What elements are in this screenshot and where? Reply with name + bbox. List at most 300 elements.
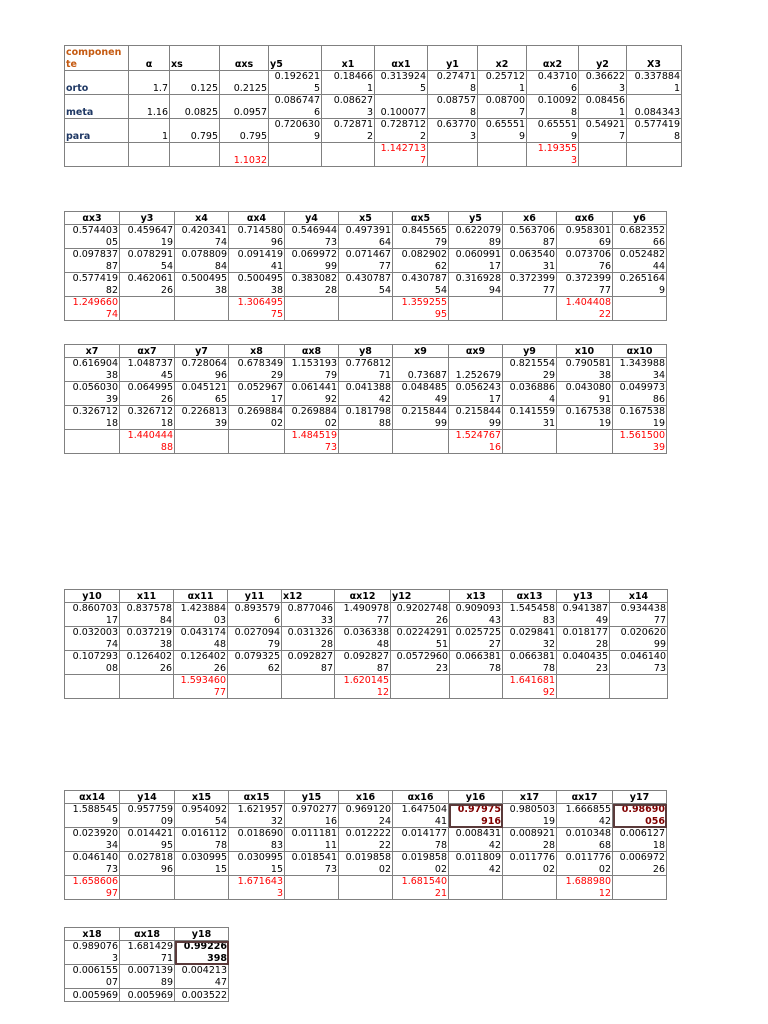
table-cell: 0.430787 54 <box>339 273 393 297</box>
table-cell: 0.265164 9 <box>613 273 667 297</box>
table-row-totals <box>65 430 667 454</box>
header-cell: αx6 <box>557 212 613 225</box>
table-row <box>65 382 667 406</box>
header-cell: y13 <box>557 590 610 603</box>
table-cell: 0.08757 8 <box>428 95 478 119</box>
table-cell: 0.181798 88 <box>339 406 393 430</box>
table-cell: 0.078809 84 <box>175 249 229 273</box>
table-cell: 0.037219 38 <box>120 627 174 651</box>
header-cell: αx15 <box>229 791 285 804</box>
table-cell: 1.681429 71 <box>120 941 175 965</box>
table-cell: 0.097837 87 <box>65 249 120 273</box>
table-cell: 0.909093 43 <box>450 603 503 627</box>
table-cell <box>557 430 613 454</box>
table-row <box>65 828 667 852</box>
table-cell: 0.107293 08 <box>65 651 120 675</box>
table-cell: 0.126402 26 <box>120 651 174 675</box>
header-cell: x13 <box>450 590 503 603</box>
table-cell: 0.65551 9 <box>527 119 579 143</box>
table-cell: 0.682352 66 <box>613 225 667 249</box>
table-cell: 0.167538 19 <box>613 406 667 430</box>
header-cell: x8 <box>229 345 285 358</box>
table-cell: 1.7 <box>129 71 170 95</box>
table-cell: 0.078291 54 <box>120 249 175 273</box>
table-cell <box>175 876 229 900</box>
table-cell: 0.372399 77 <box>503 273 557 297</box>
table-cell: 0.011181 11 <box>285 828 339 852</box>
table-cell <box>175 430 229 454</box>
header-cell: x9 <box>393 345 449 358</box>
header-cell: αx8 <box>285 345 339 358</box>
table-cell: 0.08700 7 <box>478 95 527 119</box>
table-cell: 0.014177 78 <box>393 828 449 852</box>
table-cell <box>339 876 393 900</box>
table-cell: 0.728064 96 <box>175 358 229 382</box>
table-cell: 0.008921 28 <box>503 828 557 852</box>
header-cell: y6 <box>613 212 667 225</box>
header-cell: y5 <box>449 212 503 225</box>
total-cell: 1.641681 92 <box>503 675 557 699</box>
table-cell: 0.980503 19 <box>503 804 557 828</box>
header-cell: αx13 <box>503 590 557 603</box>
table-cell: 0.954092 54 <box>175 804 229 828</box>
table-cell: 0.36622 3 <box>579 71 627 95</box>
table-cell: 0.313924 5 <box>375 71 428 95</box>
table-cell: 0.08456 1 <box>579 95 627 119</box>
table-cell: 0.032003 74 <box>65 627 120 651</box>
table-cell: 0.845565 79 <box>393 225 449 249</box>
table-cell: 1.545458 83 <box>503 603 557 627</box>
table-cell: 0.860703 17 <box>65 603 120 627</box>
total-cell: 1.19355 3 <box>527 143 579 167</box>
table-cell <box>322 143 375 167</box>
table-cell: 0.941387 49 <box>557 603 610 627</box>
header-cell: y4 <box>285 212 339 225</box>
table-cell: 0.497391 64 <box>339 225 393 249</box>
table-cell: 0.0825 <box>170 95 220 119</box>
table-header-row <box>65 345 667 358</box>
table-row-totals <box>65 143 682 167</box>
header-cell: αx1 <box>375 46 428 71</box>
header-cell: αx17 <box>557 791 613 804</box>
table-row <box>65 358 667 382</box>
header-cell: αx5 <box>393 212 449 225</box>
table-cell <box>478 143 527 167</box>
table-row <box>65 965 229 989</box>
header-cell: y15 <box>285 791 339 804</box>
table-cell: 0.006155 07 <box>65 965 120 989</box>
table-cell: 0.430787 54 <box>393 273 449 297</box>
total-cell: 1.142713 7 <box>375 143 428 167</box>
table-cell: 1.588545 9 <box>65 804 120 828</box>
table-cell: 0.011809 42 <box>449 852 503 876</box>
table-row <box>65 852 667 876</box>
header-cell: x6 <box>503 212 557 225</box>
total-cell: 1.484519 73 <box>285 430 339 454</box>
table-cell: 0.100077 <box>375 95 428 119</box>
table-cell <box>393 430 449 454</box>
table-cell <box>120 297 175 321</box>
table-cell: 0.837578 84 <box>120 603 174 627</box>
header-cell: αx14 <box>65 791 120 804</box>
total-cell: 1.524767 16 <box>449 430 503 454</box>
table-cell: 0.546944 73 <box>285 225 339 249</box>
table-cell: 0.052482 44 <box>613 249 667 273</box>
table-cell: 0.086747 6 <box>269 95 322 119</box>
table-cell <box>613 297 667 321</box>
table-cell: 0.776812 71 <box>339 358 393 382</box>
table-cell: 0.005969 <box>120 989 175 1002</box>
table-cell <box>557 675 610 699</box>
table-cell: 0.056243 17 <box>449 382 503 406</box>
table-row-totals <box>65 675 668 699</box>
table-iteration-3 <box>64 344 667 454</box>
table-cell: 0.069972 99 <box>285 249 339 273</box>
table-cell <box>120 675 174 699</box>
table-iteration-6 <box>64 927 229 1002</box>
table-cell <box>450 675 503 699</box>
table-cell: 0.071467 77 <box>339 249 393 273</box>
table-cell: 0.577419 8 <box>627 119 682 143</box>
table-cell: 0.383082 28 <box>285 273 339 297</box>
table-cell <box>175 297 229 321</box>
header-cell: αxs <box>220 46 269 71</box>
table-cell: 0.010348 68 <box>557 828 613 852</box>
total-cell: 1.404408 22 <box>557 297 613 321</box>
table-cell: 0.10092 8 <box>527 95 579 119</box>
highlighted-cell: 0.99226 398 <box>175 941 229 965</box>
table-row <box>65 249 667 273</box>
table-cell: 0.957759 09 <box>120 804 175 828</box>
table-cell: 0.040435 23 <box>557 651 610 675</box>
table-row <box>65 603 668 627</box>
table-cell: 0.934438 77 <box>610 603 668 627</box>
header-cell: x11 <box>120 590 174 603</box>
table-cell: 0.066381 78 <box>450 651 503 675</box>
table-cell <box>65 143 129 167</box>
header-cell: y16 <box>449 791 503 804</box>
table-cell: 0.877046 33 <box>282 603 335 627</box>
table-cell: 0.622079 89 <box>449 225 503 249</box>
table-cell: 0.577419 82 <box>65 273 120 297</box>
table-cell: 0.025725 27 <box>450 627 503 651</box>
table-cell <box>285 297 339 321</box>
table-cell: 0.031326 28 <box>282 627 335 651</box>
header-cell: y18 <box>175 928 229 941</box>
table-cell <box>579 143 627 167</box>
table-cell <box>627 143 682 167</box>
row-label: para <box>65 119 129 143</box>
table-header-row <box>65 590 668 603</box>
header-cell: αx4 <box>229 212 285 225</box>
table-row <box>65 651 668 675</box>
table-cell: 0.061441 92 <box>285 382 339 406</box>
table-row <box>65 989 229 1002</box>
table-cell: 0.372399 77 <box>557 273 613 297</box>
table-cell: 0.046140 73 <box>610 651 668 675</box>
table-cell: 0.011776 02 <box>503 852 557 876</box>
table-row <box>65 273 667 297</box>
table-cell: 0.215844 99 <box>449 406 503 430</box>
table-cell: 0.316928 94 <box>449 273 503 297</box>
header-cell: αx7 <box>120 345 175 358</box>
highlighted-cell: 0.98690 056 <box>613 804 667 828</box>
table-cell: 0.043080 91 <box>557 382 613 406</box>
total-cell: 1.671643 3 <box>229 876 285 900</box>
table-cell: 1.343988 34 <box>613 358 667 382</box>
header-cell: y5 <box>269 46 322 71</box>
header-cell: X3 <box>627 46 682 71</box>
table-cell: 1.490978 77 <box>335 603 391 627</box>
table-cell: 1.252679 <box>449 358 503 382</box>
table-cell: 0.65551 9 <box>478 119 527 143</box>
table-cell: 0.459647 19 <box>120 225 175 249</box>
table-cell: 0.63770 3 <box>428 119 478 143</box>
table-cell: 0.019858 02 <box>339 852 393 876</box>
table-cell: 0.678349 29 <box>229 358 285 382</box>
table-cell: 0.027094 79 <box>228 627 282 651</box>
table-cell <box>503 430 557 454</box>
table-cell: 0.056030 39 <box>65 382 120 406</box>
table-cell: 0.893579 6 <box>228 603 282 627</box>
header-cell: x15 <box>175 791 229 804</box>
table-cell: 0.326712 18 <box>65 406 120 430</box>
table-cell: 1.16 <box>129 95 170 119</box>
table-cell: 0.125 <box>170 71 220 95</box>
header-cell: y1 <box>428 46 478 71</box>
table-cell: 0.043174 48 <box>174 627 228 651</box>
header-cell: x1 <box>322 46 375 71</box>
table-cell: 0.25712 1 <box>478 71 527 95</box>
header-cell: αx11 <box>174 590 228 603</box>
table-cell: 0.091419 41 <box>229 249 285 273</box>
table-cell: 0.045121 65 <box>175 382 229 406</box>
header-cell: x18 <box>65 928 120 941</box>
total-cell: 1.440444 88 <box>120 430 175 454</box>
header-cell: αx3 <box>65 212 120 225</box>
header-cell: αx9 <box>449 345 503 358</box>
table-cell <box>428 143 478 167</box>
table-cell <box>65 675 120 699</box>
table-header-row <box>65 928 229 941</box>
table-cell: 0.036338 48 <box>335 627 391 651</box>
table-cell: 0.046140 73 <box>65 852 120 876</box>
table-cell: 0.006127 18 <box>613 828 667 852</box>
table-cell: 0.326712 18 <box>120 406 175 430</box>
table-cell: 0.72871 2 <box>322 119 375 143</box>
table-cell: 0.821554 29 <box>503 358 557 382</box>
header-cell: y17 <box>613 791 667 804</box>
table-cell: 0.18466 1 <box>322 71 375 95</box>
table-cell <box>65 430 120 454</box>
table-cell: 0.060991 17 <box>449 249 503 273</box>
header-cell: y8 <box>339 345 393 358</box>
table-cell: 0.9202748 26 <box>391 603 450 627</box>
header-cell: x17 <box>503 791 557 804</box>
header-cell: αx10 <box>613 345 667 358</box>
table-cell: 0.141559 31 <box>503 406 557 430</box>
table-cell <box>503 297 557 321</box>
header-cell: x2 <box>478 46 527 71</box>
total-cell: 1.681540 21 <box>393 876 449 900</box>
header-cell: y12 <box>391 590 450 603</box>
header-cell: α <box>129 46 170 71</box>
row-label: meta <box>65 95 129 119</box>
total-cell: 1.359255 95 <box>393 297 449 321</box>
table-cell: 0.029841 32 <box>503 627 557 651</box>
table-cell: 0.005969 <box>65 989 120 1002</box>
table-header-row <box>65 791 667 804</box>
table-cell: 0.795 <box>170 119 220 143</box>
table-cell: 0.728712 2 <box>375 119 428 143</box>
table-cell: 0.014421 95 <box>120 828 175 852</box>
table-cell: 0.969120 24 <box>339 804 393 828</box>
table-cell: 0.008431 42 <box>449 828 503 852</box>
header-cell: αx18 <box>120 928 175 941</box>
total-cell: 1.561500 39 <box>613 430 667 454</box>
table-cell: 0.019858 02 <box>393 852 449 876</box>
header-cell: y11 <box>228 590 282 603</box>
table-cell <box>391 675 450 699</box>
table-cell: 0.226813 39 <box>175 406 229 430</box>
table-cell: 0.420341 74 <box>175 225 229 249</box>
total-cell: 1.620145 12 <box>335 675 391 699</box>
table-header-row <box>65 46 682 71</box>
table-row-totals <box>65 876 667 900</box>
table-cell: 0.092827 87 <box>335 651 391 675</box>
header-cell: y9 <box>503 345 557 358</box>
table-cell: 0.030995 15 <box>229 852 285 876</box>
table-cell: 0.066381 78 <box>503 651 557 675</box>
header-cell: y14 <box>120 791 175 804</box>
table-row <box>65 627 668 651</box>
table-cell <box>285 876 339 900</box>
table-row <box>65 95 682 119</box>
total-cell: 1.306495 75 <box>229 297 285 321</box>
table-components <box>64 45 682 167</box>
table-cell: 0.048485 49 <box>393 382 449 406</box>
table-cell: 0.041388 42 <box>339 382 393 406</box>
table-cell: 0.790581 38 <box>557 358 613 382</box>
table-cell: 0.714580 96 <box>229 225 285 249</box>
table-cell <box>449 297 503 321</box>
table-cell: 0.063540 31 <box>503 249 557 273</box>
table-cell: 0.0957 <box>220 95 269 119</box>
table-cell: 0.54921 7 <box>579 119 627 143</box>
table-cell: 1.666855 42 <box>557 804 613 828</box>
header-cell: x10 <box>557 345 613 358</box>
table-cell: 0.0224291 51 <box>391 627 450 651</box>
table-cell: 0.167538 19 <box>557 406 613 430</box>
highlighted-cell: 0.97975 916 <box>449 804 503 828</box>
table-cell: 0.049973 86 <box>613 382 667 406</box>
table-cell <box>339 430 393 454</box>
table-cell <box>610 675 668 699</box>
table-cell: 0.720630 9 <box>269 119 322 143</box>
total-cell: 1.688980 12 <box>557 876 613 900</box>
table-cell: 1.647504 41 <box>393 804 449 828</box>
header-cell: y7 <box>175 345 229 358</box>
header-cell: x7 <box>65 345 120 358</box>
total-cell: 1.249660 74 <box>65 297 120 321</box>
header-cell: y3 <box>120 212 175 225</box>
table-cell: 1 <box>129 119 170 143</box>
table-cell: 0.795 <box>220 119 269 143</box>
table-cell <box>120 876 175 900</box>
table-iteration-5 <box>64 790 667 900</box>
table-cell: 0.018177 28 <box>557 627 610 651</box>
total-cell: 1.593460 77 <box>174 675 228 699</box>
table-cell: 0.08627 3 <box>322 95 375 119</box>
table-cell: 0.073706 76 <box>557 249 613 273</box>
row-label: orto <box>65 71 129 95</box>
table-cell: 0.500495 38 <box>175 273 229 297</box>
table-cell: 0.73687 <box>393 358 449 382</box>
table-cell: 0.989076 3 <box>65 941 120 965</box>
table-cell: 0.027818 96 <box>120 852 175 876</box>
total-cell: 1.658606 97 <box>65 876 120 900</box>
table-cell <box>229 430 285 454</box>
table-cell: 0.003522 <box>175 989 229 1002</box>
header-cell: y2 <box>579 46 627 71</box>
header-cell: αx12 <box>335 590 391 603</box>
table-cell: 0.500495 38 <box>229 273 285 297</box>
header-cell: x5 <box>339 212 393 225</box>
table-cell: 0.2125 <box>220 71 269 95</box>
table-cell: 0.018690 83 <box>229 828 285 852</box>
table-cell: 0.27471 8 <box>428 71 478 95</box>
table-cell: 0.064995 26 <box>120 382 175 406</box>
table-row <box>65 119 682 143</box>
table-cell: 0.0572960 23 <box>391 651 450 675</box>
table-header-row <box>65 212 667 225</box>
table-cell: 0.079325 62 <box>228 651 282 675</box>
table-cell: 0.020620 99 <box>610 627 668 651</box>
table-cell: 0.215844 99 <box>393 406 449 430</box>
table-cell: 0.616904 38 <box>65 358 120 382</box>
table-row <box>65 804 667 828</box>
table-row <box>65 406 667 430</box>
table-cell <box>613 876 667 900</box>
table-cell: 0.036886 4 <box>503 382 557 406</box>
table-cell: 0.011776 02 <box>557 852 613 876</box>
table-cell: 0.012222 22 <box>339 828 393 852</box>
header-cell: x4 <box>175 212 229 225</box>
table-row <box>65 941 229 965</box>
table-cell <box>339 297 393 321</box>
table-cell: 0.269884 02 <box>229 406 285 430</box>
header-cell: αx2 <box>527 46 579 71</box>
table-cell: 1.621957 32 <box>229 804 285 828</box>
table-row <box>65 225 667 249</box>
table-cell: 1.048737 45 <box>120 358 175 382</box>
table-cell: 0.023920 34 <box>65 828 120 852</box>
table-cell <box>170 143 220 167</box>
table-cell: 0.018541 73 <box>285 852 339 876</box>
table-cell: 1.423884 03 <box>174 603 228 627</box>
table-cell: 0.004213 47 <box>175 965 229 989</box>
table-cell: 0.192621 5 <box>269 71 322 95</box>
table-row <box>65 71 682 95</box>
table-cell <box>269 143 322 167</box>
header-cell: xs <box>170 46 220 71</box>
table-cell: 0.970277 16 <box>285 804 339 828</box>
table-cell: 0.337884 1 <box>627 71 682 95</box>
table-cell: 0.462061 26 <box>120 273 175 297</box>
table-cell: 0.084343 <box>627 95 682 119</box>
table-cell <box>282 675 335 699</box>
table-row-totals <box>65 297 667 321</box>
